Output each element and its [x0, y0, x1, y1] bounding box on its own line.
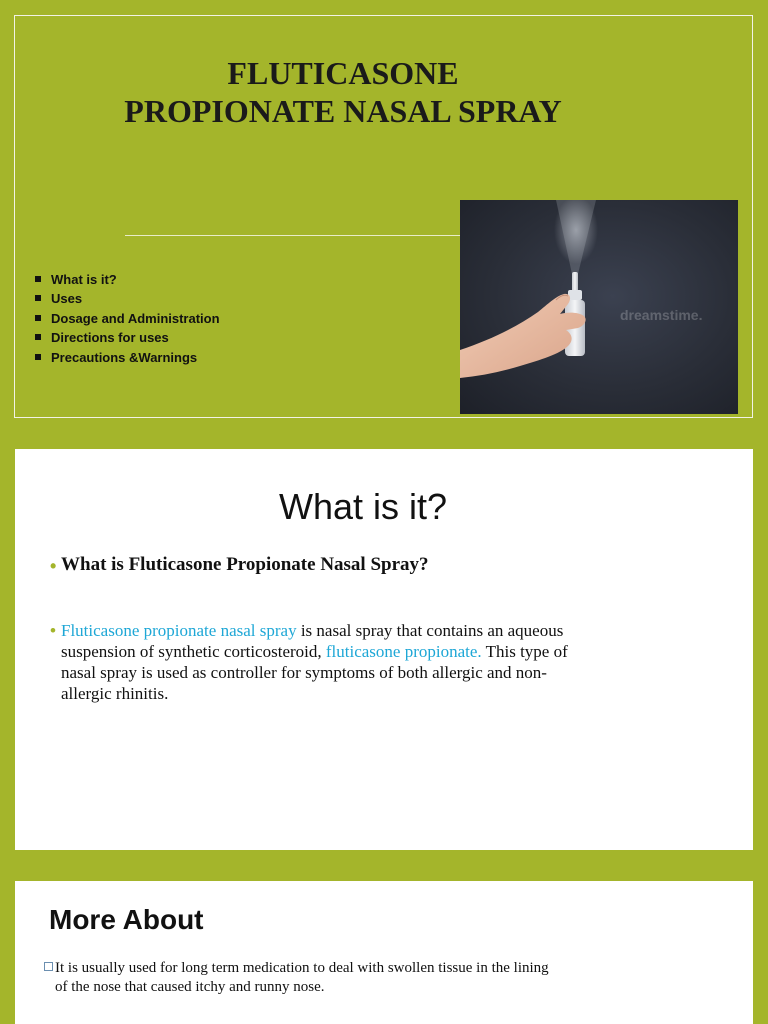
- title-slide: [14, 15, 753, 418]
- definition-line: Fluticasone propionate nasal spray is nasal spray that contains an aqueous: [61, 621, 564, 640]
- square-bullet-icon: [35, 315, 41, 321]
- agenda-item: Dosage and Administration: [35, 309, 220, 328]
- square-bullet-icon: [35, 276, 41, 282]
- agenda-item: Precautions &Warnings: [35, 348, 220, 367]
- what-is-it-slide: [15, 449, 753, 850]
- agenda-item: Uses: [35, 289, 220, 308]
- definition-bullet: [50, 620, 661, 704]
- question-bullet: [50, 553, 429, 577]
- nasal-spray-photo: [460, 200, 738, 414]
- more-about-slide: [15, 881, 753, 1024]
- definition-line: suspension of synthetic corticosteroid, fluticasone propionate. This type of: [61, 642, 568, 661]
- definition-line: allergic rhinitis.: [61, 684, 169, 703]
- square-bullet-icon: [35, 334, 41, 340]
- question-text: What is Fluticasone Propionate Nasal Spray?: [61, 554, 429, 575]
- bullet-dot-icon: •: [50, 556, 57, 576]
- photo-watermark: dreamstime.: [620, 307, 703, 323]
- highlighted-term: Fluticasone propionate nasal spray: [61, 621, 297, 640]
- title-line-2: PROPIONATE NASAL SPRAY: [124, 93, 562, 129]
- hollow-square-bullet-icon: [44, 962, 53, 971]
- slide-title: [15, 54, 671, 130]
- definition-line: nasal spray is used as controller for symptoms of both allergic and non-: [61, 663, 547, 682]
- bullet-line: of the nose that caused itchy and runny nose.: [55, 979, 325, 995]
- agenda-item: Directions for uses: [35, 328, 220, 347]
- square-bullet-icon: [35, 354, 41, 360]
- bullet-line: It is usually used for long term medication to deal with swollen tissue in the lining: [44, 959, 549, 978]
- agenda-list: [35, 270, 220, 367]
- more-about-bullet: [44, 959, 549, 997]
- slide-title: More About: [49, 904, 204, 935]
- highlighted-term: fluticasone propionate.: [325, 642, 482, 661]
- title-line-1: FLUTICASONE: [227, 55, 459, 91]
- hand-holding-nasal-spray-icon: [460, 200, 738, 414]
- divider-line: [125, 235, 461, 236]
- agenda-item: What is it?: [35, 270, 220, 289]
- square-bullet-icon: [35, 295, 41, 301]
- slide-title: What is it?: [278, 486, 448, 527]
- bullet-dot-icon: •: [50, 621, 56, 640]
